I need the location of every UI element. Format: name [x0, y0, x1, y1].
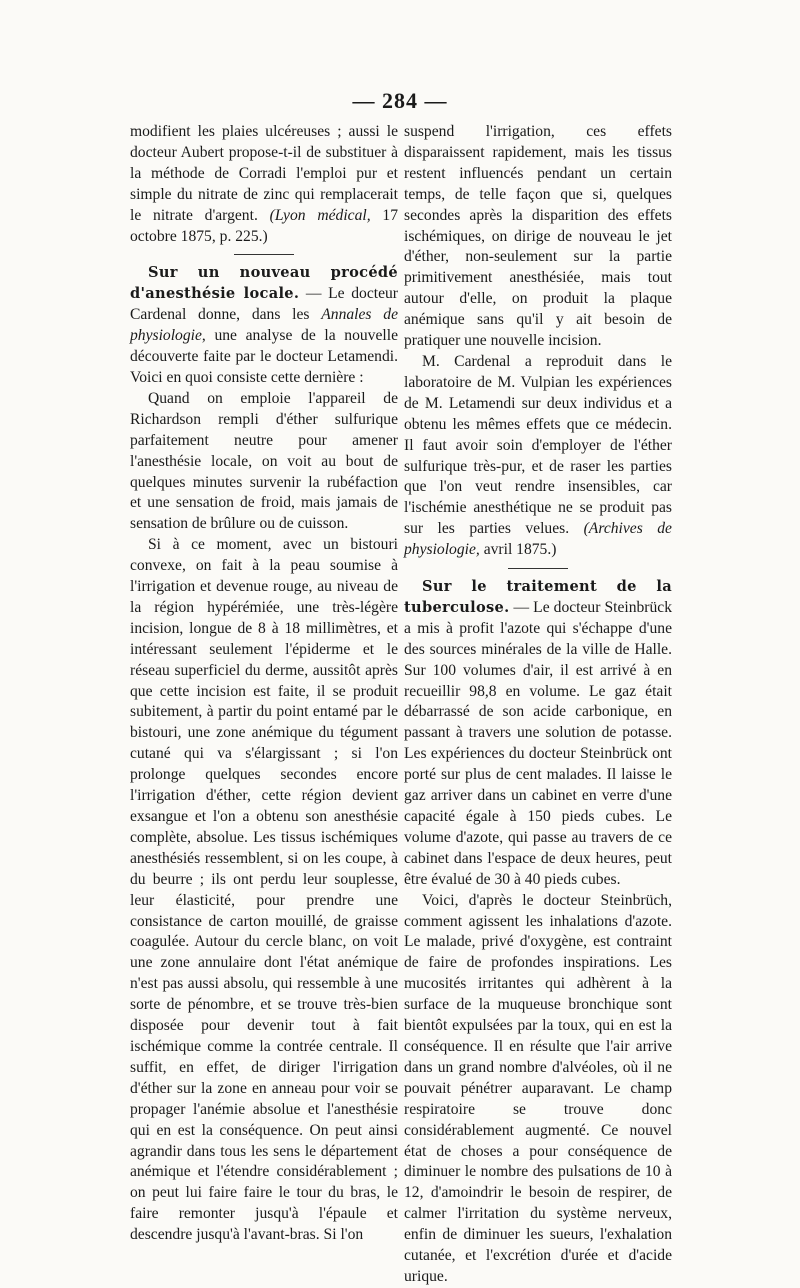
article-intro-text-a: — Le docteur Cardenal donne, dans les	[130, 285, 399, 324]
paragraph	[130, 122, 398, 247]
paragraph: Voici, d'après le docteur Steinbrüch, comment agissent les inhalations d'azote. Le malade, privé d'oxygène, est contraint de faire de profondes inspirations. Les mucosités irritantes qui adhèrent à la surface de la muqueuse bronchique sont bientôt expulsées par la toux, qui en est la conséquence. Il en résulte que l'air arrive dans un grand nombre d'alvéoles, où il ne pouvait pénétrer auparavant. Le champ respiratoire se trouve donc considérablement augmenté. Ce nouvel état de choses a pour conséquence de diminuer le nombre des pulsations de 10 à 12, d'amoindrir le besoin de respirer, de calmer l'irritation du système nerveux, enfin de diminuer les sueurs, l'exhalation cutanée, et l'excrétion d'urée et d'acide urique.	[404, 891, 672, 1285]
citation-tail: 17 octobre 1875, p. 225.)	[130, 206, 398, 245]
page-number: — 284 —	[352, 88, 448, 113]
article-heading: Sur le traitement de la tuberculose.	[404, 578, 672, 616]
citation: (Lyon médical,	[269, 206, 371, 224]
citation-tail: avril 1875.)	[479, 541, 557, 559]
paragraph-text: modifient les plaies ulcéreuses ; aussi le docteur Aubert propose-t-il de substituer à la méthode de Corradi l'emploi pur et simple du nitrate de zinc qui remplacerait le nitrate d'argent.	[130, 123, 398, 224]
article-intro	[404, 577, 672, 891]
paragraph	[404, 352, 672, 561]
section-divider	[234, 254, 294, 255]
paragraph: Quand on emploie l'appareil de Richardson rempli d'éther sulfurique parfaitement neutre pour amener l'anesthésie locale, on voit au bout de quelques minutes survenir la rubéfaction et une sensation de froid, mais jamais de sensation de brûlure ou de cuisson.	[130, 389, 398, 533]
journal-title: Annales de physiologie	[130, 306, 398, 345]
paragraph: Si à ce moment, avec un bistouri convexe, on fait à la peau soumise à l'irrigation et devenue rouge, au niveau de la région hypérémiée, une très-légère incision, longue de 8 à 18 millimètres, et intéressant seulement l'épiderme et le réseau superficiel du derme, aussitôt après que cette incision est faite, il se produit subitement, à partir du point entamé par le bistouri, une zone anémique du tégument cutané qui va s'élargissant ; si l'on prolonge quelques secondes encore l'irrigation d'éther, cette région devient exsangue et l'on a obtenu son anesthésie complète, absolue. Les tissus ischémiques anesthésiés ressemblent, si on les coupe, à du beurre ; ils ont perdu leur souplesse, leur élasticité, pour prendre une consistance de carton mouillé, de graisse coagulée. Autour du cercle blanc, on voit une zone annulaire dont l'état anémique n'est pas aussi absolu, qui ressemble à une sorte de pénombre, et se trouve très-bien disposée pour devenir tout à fait ischémique comme la contrée centrale. Il suffit, en effet, de diriger l'irrigation d'éther sur la zone en anneau pour voir se propager l'anémie absolue et l'anesthésie qui en est la conséquence. On peut ainsi agrandir dans tous les sens le département anémique et l'étendre considérablement ; on peut lui faire faire le tour du bras, le faire remonter jusqu'à l'épaule et descendre jusqu'à l'avant-bras. Si l'on	[130, 536, 398, 1244]
paragraph-text: M. Cardenal a reproduit dans le laboratoire de M. Vulpian les expériences de M. Letamendi sur deux individus et a obtenu les mêmes effets que ce médecin. Il faut avoir soin d'employer de l'éther sulfurique très-pur, et de raser les parties que l'on veut rendre insensibles, car l'ischémie anesthétique ne se produit pas sur les parties velues.	[404, 352, 672, 538]
article-heading: Sur un nouveau procédé d'anesthésie locale.	[130, 264, 398, 303]
paragraph: suspend l'irrigation, ces effets disparaissent rapidement, mais les tissus restent influencés pendant un certain temps, de telle façon que si, quelques secondes après la disparition des effets ischémiques, on dirige de nouveau le jet d'éther, non-seulement sur la partie primitivement anesthésiée, mais tout autour d'elle, on produit la plaque anémique sans qu'il y ait besoin de pratiquer une nouvelle incision.	[404, 123, 672, 350]
article-intro-text: — Le docteur Steinbrück a mis à profit l'azote qui s'échappe d'une des sources minérales de la ville de Halle. Sur 100 volumes d'air, il est arrivé à en recueillir 98,8 en volume. Le gaz était débarrassé de son acide carbonique, en passant à travers une solution de potasse. Les expériences du docteur Steinbrück ont porté sur plus de cent malades. Il laisse le gaz arriver dans un cabinet en verre d'une capacité égale à 150 pieds cubes. Le volume d'azote, qui passe au travers de ce cabinet dans l'espace de deux heures, peut être évalué de 30 à 40 pieds cubes.	[404, 598, 672, 888]
article-intro	[130, 263, 398, 388]
left-column	[130, 122, 398, 1246]
citation: (Archives de physiologie,	[404, 520, 672, 559]
right-column	[404, 122, 672, 1288]
section-divider	[508, 568, 568, 569]
article-intro-text-b: , une analyse de la nouvelle découverte faite par le docteur Letamendi. Voici en quoi consiste cette dernière :	[130, 327, 398, 386]
